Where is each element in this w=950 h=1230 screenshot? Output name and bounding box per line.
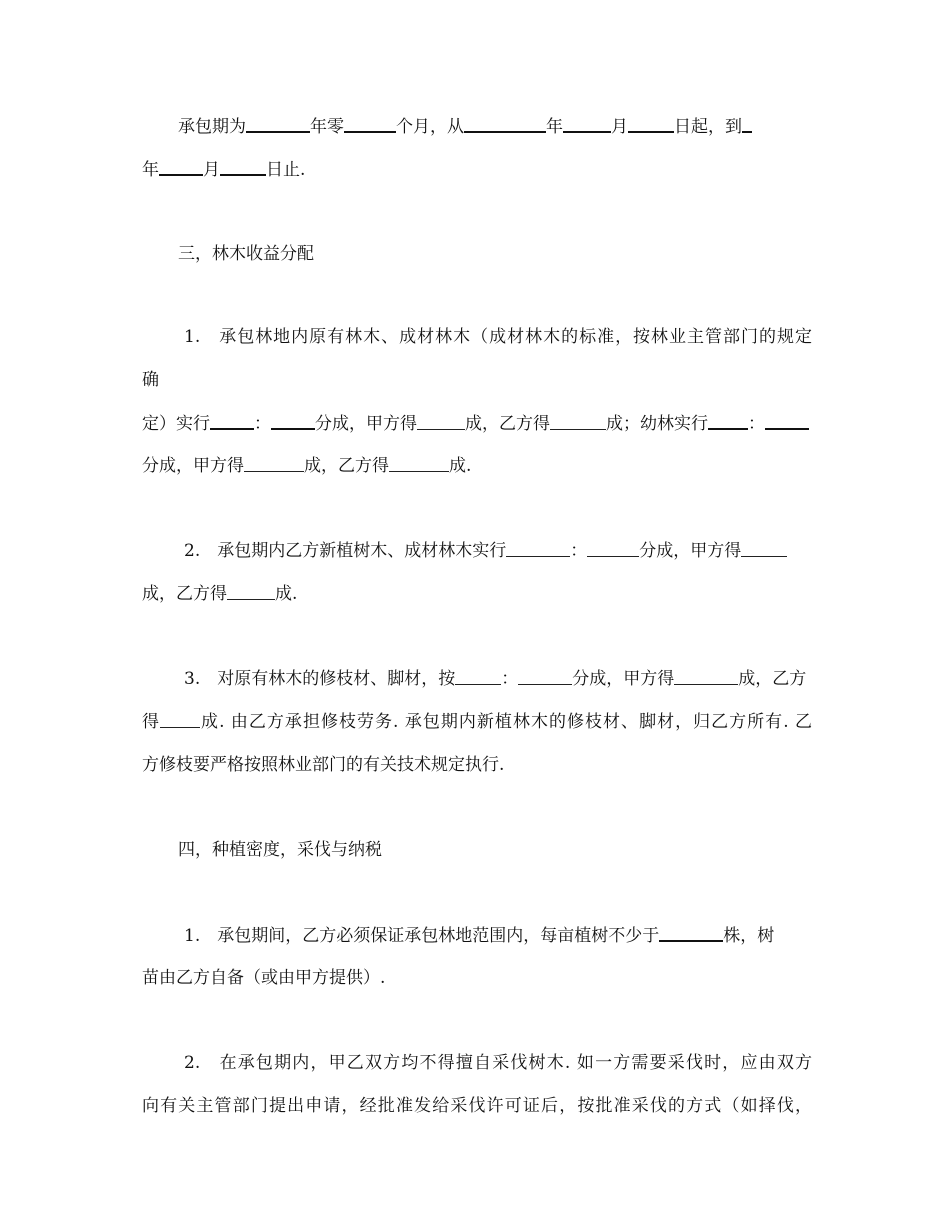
s3-item1-line3: 定）实行 ： 分成，甲方得 成，乙方得 成；幼林实行 ： bbox=[142, 412, 812, 435]
young-party-a-blank[interactable] bbox=[244, 455, 304, 472]
s3-item1-line1: 1. 承包林地内原有林木、成材林木（成材林木的标准，按林业主管部门的规定 bbox=[184, 327, 812, 347]
term-years-blank[interactable] bbox=[246, 115, 310, 133]
s3-item3-line2: 得 成. 由乙方承担修枝劳务. 承包期内新植林木的修枝材、脚材，归乙方所有. 乙 bbox=[142, 712, 813, 732]
s4-item2-line1: 2. 在承包期内，甲乙双方均不得擅自采伐树木. 如一方需要采伐时，应由双方 bbox=[184, 1053, 812, 1073]
term-line-1: 承包期为 年零 个月，从 年 月 日起，到 bbox=[178, 115, 784, 138]
prune-ratio-b-blank[interactable] bbox=[518, 668, 572, 685]
new-ratio-b-blank[interactable] bbox=[587, 540, 639, 557]
term-line-2: 年 月 日止. bbox=[142, 160, 306, 180]
start-day-blank[interactable] bbox=[628, 115, 674, 133]
s3-item3-line1: 3. 对原有林木的修枝材、脚材，按 ： 分成，甲方得 成，乙方 bbox=[184, 669, 807, 689]
s4-item1-line1: 1. 承包期间，乙方必须保证承包林地范围内，每亩植树不少于 株，树 bbox=[184, 926, 775, 946]
mature-party-b-blank[interactable] bbox=[550, 413, 606, 430]
s3-item2-line1: 2. 承包期内乙方新植树木、成材林木实行 ： 分成，甲方得 bbox=[184, 540, 812, 562]
young-ratio-b-blank[interactable] bbox=[765, 412, 809, 430]
section-four-heading: 四，种植密度，采伐与纳税 bbox=[178, 840, 382, 860]
end-year-blank[interactable] bbox=[742, 115, 752, 133]
term-months-blank[interactable] bbox=[344, 115, 396, 133]
s3-item1-line4: 分成，甲方得 成，乙方得 成. bbox=[142, 456, 472, 476]
start-month-blank[interactable] bbox=[563, 115, 611, 133]
new-party-a-blank[interactable] bbox=[741, 540, 787, 557]
s4-item2-line2: 向有关主管部门提出申请，经批准发给采伐许可证后，按批准采伐的方式（如择伐， bbox=[142, 1096, 812, 1116]
prune-party-a-blank[interactable] bbox=[674, 668, 738, 685]
trees-per-mu-blank[interactable] bbox=[659, 924, 723, 942]
prune-party-b-blank[interactable] bbox=[160, 711, 200, 728]
new-ratio-a-blank[interactable] bbox=[506, 540, 570, 557]
s3-item2-line2: 成，乙方得 成. bbox=[142, 584, 298, 604]
s4-item1-line2: 苗由乙方自备（或由甲方提供）. bbox=[142, 968, 386, 988]
start-year-blank[interactable] bbox=[464, 115, 546, 133]
young-ratio-a-blank[interactable] bbox=[708, 412, 748, 430]
end-month-blank[interactable] bbox=[159, 158, 203, 176]
section-three-heading: 三，林木收益分配 bbox=[178, 244, 314, 264]
mature-ratio-a-blank[interactable] bbox=[210, 412, 254, 430]
mature-party-a-blank[interactable] bbox=[417, 413, 465, 430]
prune-ratio-a-blank[interactable] bbox=[455, 668, 501, 685]
s3-item3-line3: 方修枝要严格按照林业部门的有关技术规定执行. bbox=[142, 755, 505, 775]
s3-item1-line2: 确 bbox=[142, 370, 159, 390]
end-day-blank[interactable] bbox=[220, 158, 266, 176]
new-party-b-blank[interactable] bbox=[227, 583, 275, 600]
young-party-b-blank[interactable] bbox=[389, 455, 449, 472]
mature-ratio-b-blank[interactable] bbox=[271, 412, 315, 430]
